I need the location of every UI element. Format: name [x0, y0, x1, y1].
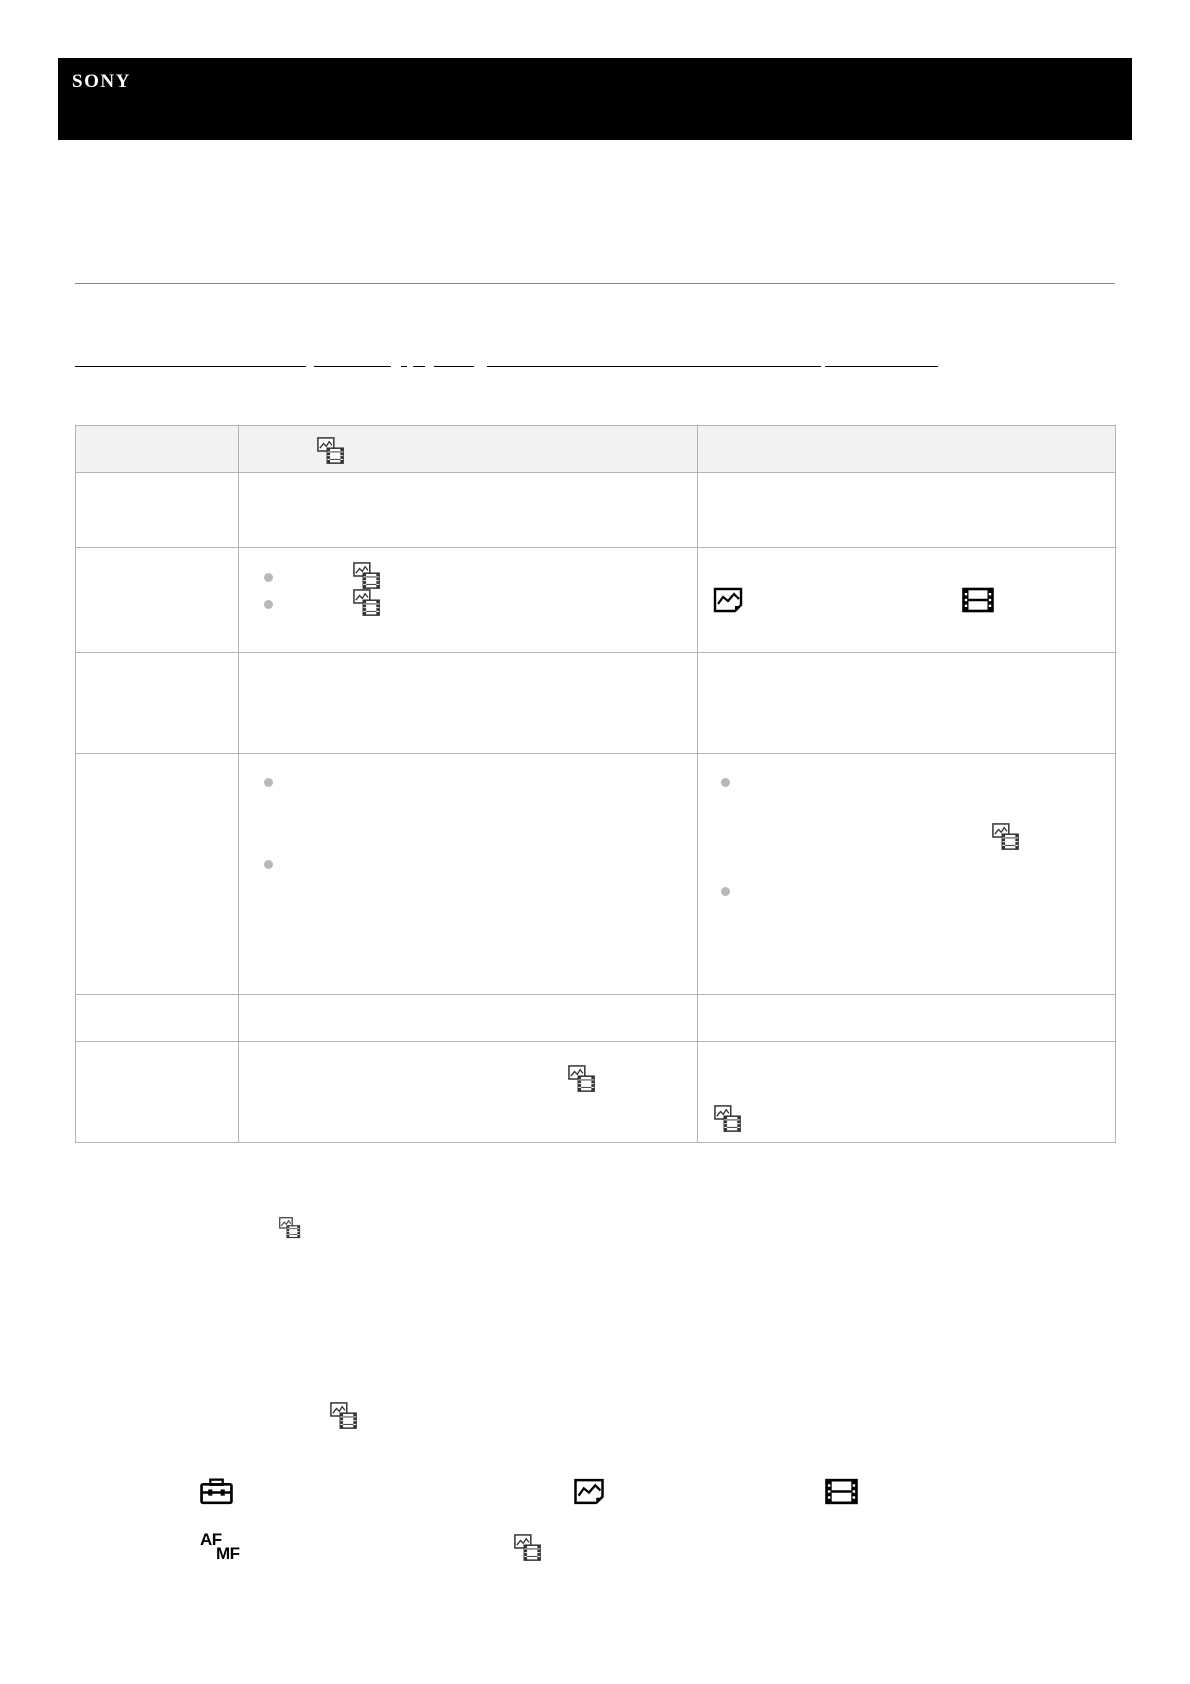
toolbox-icon	[200, 1478, 233, 1505]
table-header-row	[76, 426, 1116, 473]
photo-movie-switch-icon	[329, 1402, 359, 1430]
bullet	[264, 600, 273, 609]
bullet	[264, 573, 273, 582]
photo-movie-switch-icon	[352, 562, 382, 590]
table-cell	[697, 548, 1115, 653]
title-divider	[75, 283, 1115, 284]
table-cell	[76, 995, 239, 1042]
header-cell	[238, 426, 697, 473]
table-cell	[238, 995, 697, 1042]
mf-label: MF	[216, 1544, 240, 1563]
table-cell	[697, 473, 1115, 548]
table-cell	[697, 754, 1115, 995]
bullet	[721, 887, 730, 896]
photo-movie-switch-icon	[991, 823, 1021, 851]
still-image-icon	[713, 587, 743, 613]
table-row	[76, 653, 1116, 754]
link-underline[interactable]	[825, 366, 938, 367]
table-cell	[76, 653, 239, 754]
table-row	[76, 1042, 1116, 1143]
table-cell	[238, 473, 697, 548]
table-row	[76, 548, 1116, 653]
brand-logo: SONY	[72, 71, 131, 92]
table-row	[76, 473, 1116, 548]
link-underline[interactable]	[487, 366, 821, 367]
comparison-table	[75, 425, 1116, 1143]
table-cell	[697, 1042, 1115, 1143]
photo-movie-switch-icon	[278, 1217, 302, 1239]
still-image-icon	[573, 1478, 605, 1505]
af-mf-icon	[200, 1530, 242, 1566]
link-underline[interactable]	[413, 366, 425, 367]
table-cell	[238, 1042, 697, 1143]
af-label: AF	[200, 1530, 222, 1549]
bullet	[264, 778, 273, 787]
link-underline[interactable]	[314, 366, 391, 367]
table-cell	[697, 995, 1115, 1042]
link-underline[interactable]	[434, 366, 474, 367]
table-cell	[76, 1042, 239, 1143]
movie-icon	[962, 587, 994, 613]
bullet	[264, 860, 273, 869]
table-cell	[76, 473, 239, 548]
table-cell	[238, 754, 697, 995]
header-bar	[58, 58, 1132, 140]
photo-movie-switch-icon	[316, 437, 346, 465]
table-cell	[697, 653, 1115, 754]
photo-movie-switch-icon	[567, 1065, 597, 1093]
table-row	[76, 995, 1116, 1042]
table-cell	[238, 653, 697, 754]
table-cell	[76, 754, 239, 995]
table-row	[76, 754, 1116, 995]
link-underline[interactable]	[401, 366, 407, 367]
table-cell	[76, 548, 239, 653]
header-cell	[697, 426, 1115, 473]
table-cell	[238, 548, 697, 653]
header-cell	[76, 426, 239, 473]
photo-movie-switch-icon	[513, 1534, 543, 1562]
link-underline[interactable]	[75, 366, 306, 367]
bullet	[721, 778, 730, 787]
movie-icon	[825, 1478, 858, 1505]
photo-movie-switch-icon	[713, 1105, 743, 1133]
photo-movie-switch-icon	[352, 589, 382, 617]
